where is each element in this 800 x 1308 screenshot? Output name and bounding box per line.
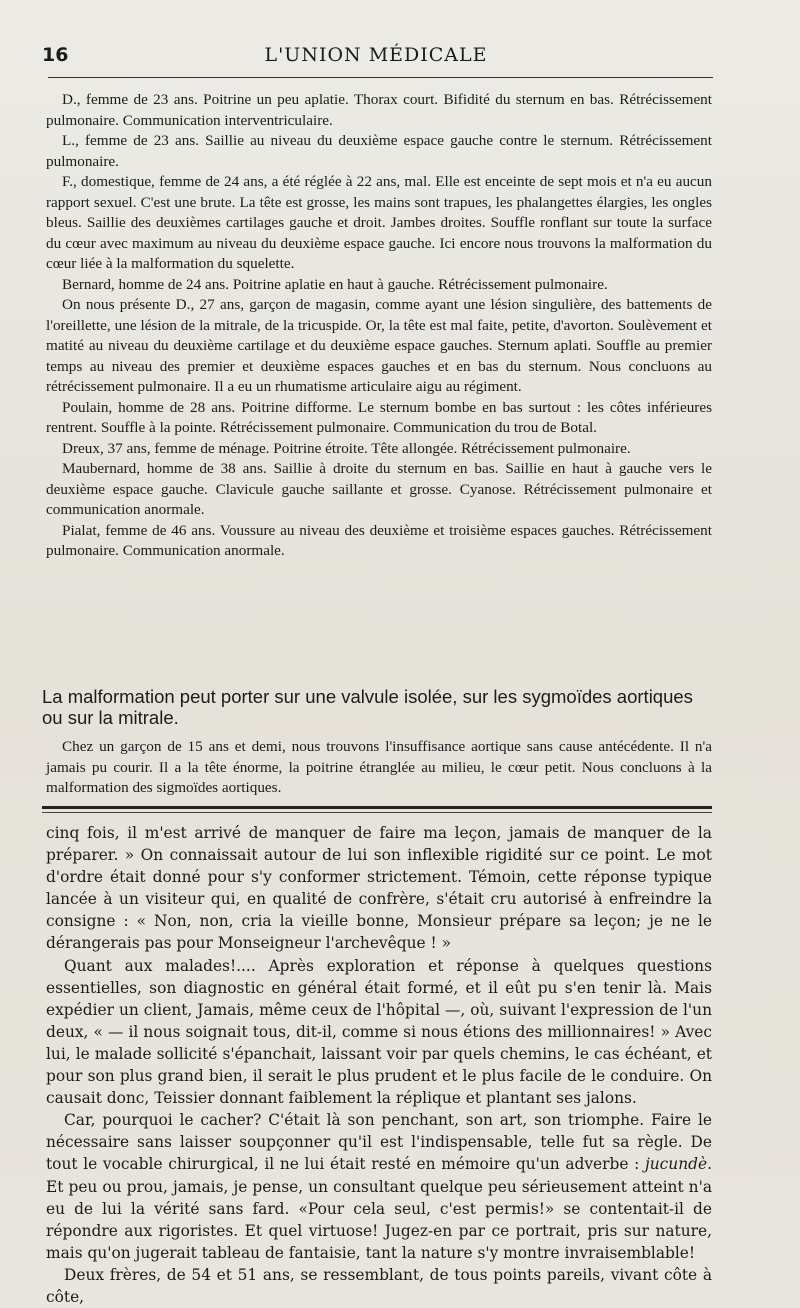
running-title: L'UNION MÉDICALE bbox=[264, 44, 488, 66]
page-number: 16 bbox=[42, 44, 69, 66]
case-reports-section bbox=[46, 90, 712, 562]
feuilleton-paragraph: cinq fois, il m'est arrivé de manquer de faire ma leçon, jamais de manquer de la préparer. » On connaissait autour de lui son inflexible rigidité sur ce point. Le mot d'ordre était donné pour s'y conformer strictement. Témoin, cette réponse typique lancée à un visiteur qui, en qualité de confrère, s'était cru autorisé à enfreindre la consigne : « Non, non, cria la vieille bonne, Monsieur prépare sa leçon; je ne le dérangerais pas pour Monseigneur l'archevêque ! » bbox=[46, 824, 712, 953]
feuilleton-paragraph bbox=[46, 1109, 712, 1264]
case-paragraph: D., femme de 23 ans. Poitrine un peu aplatie. Thorax court. Bifidité du sternum en bas. Rétrécissement pulmonaire. Communication interventriculaire. bbox=[46, 91, 712, 129]
feuilleton-paragraph: Deux frères, de 54 et 51 ans, se ressemblant, de tous points pareils, vivant côte à côte, bbox=[46, 1265, 712, 1306]
case-paragraph: F., domestique, femme de 24 ans, a été réglée à 22 ans, mal. Elle est enceinte de sept mois et n'a eu aucun rapport sexuel. C'est une brute. La tête est grosse, les mains sont trapues, les phalangettes élargies, les ongles bleus. Saillie des deuxièmes cartilages gauche et droit. Jambes droites. Souffle ronflant sur toute la surface du cœur avec maximum au niveau du deuxième espace gauche. Ici encore nous trouvons la malformation du cœur liée à la malformation du squelette. bbox=[46, 173, 712, 272]
case-paragraph: Chez un garçon de 15 ans et demi, nous trouvons l'insuffisance aortique sans cause antécédente. Il n'a jamais pu courir. Il a la tête énorme, la poitrine étranglée au milieu, le cœur petit. Nous concluons à la malformation des sigmoïdes aortiques. bbox=[46, 738, 712, 796]
feuilleton-separator-thick bbox=[42, 806, 712, 809]
case-paragraph: Maubernard, homme de 38 ans. Saillie à droite du sternum en bas. Saillie en haut à gauche vers le deuxième espace gauche. Clavicule gauche saillante et grosse. Cyanose. Rétrécissement pulmonaire et communication anormale. bbox=[46, 460, 712, 518]
feuilleton-text: . Et peu ou prou, jamais, je pense, un consultant quelque peu sérieusement atteint n'a eu de lui la vérité sans fard. «Pour cela seul, c'est permis!» se contentait-il de répondre aux rigoristes. Et quel virtuose! Jugez-en par ce portrait, pris sur nature, mais qu'on jugerait tableau de fantaisie, tant la nature s'y montre invraisemblable! bbox=[46, 1155, 712, 1262]
page-header bbox=[42, 44, 710, 74]
case-paragraph: On nous présente D., 27 ans, garçon de magasin, comme ayant une lésion singulière, des battements de l'oreillette, une lésion de la mitrale, de la tricuspide. Or, la tête est mal faite, petite, d'avorton. Soulèvement et matité au niveau du deuxième cartilage et du deuxième espace gauches. Sternum aplati. Souffle au premier temps au niveau des premier et deuxième espaces gauches et en bas du sternum. Nous concluons au rétrécissement pulmonaire. Il a eu un rhumatisme articulaire aigu au régiment. bbox=[46, 296, 712, 395]
feuilleton-section bbox=[46, 822, 712, 1308]
italic-adverb: jucundè bbox=[645, 1155, 708, 1174]
header-rule bbox=[48, 77, 713, 78]
lead-statement: La malformation peut porter sur une valvule isolée, sur les sygmoïdes aortiques ou sur la mitrale. bbox=[42, 686, 693, 728]
feuilleton-text: Car, pourquoi le cacher? C'était là son penchant, son art, son triomphe. Faire le nécessaire sans laisser soupçonner qu'il est l'indispensable, telle fut sa règle. De tout le vocable chirurgical, il ne lui était resté en mémoire qu'un adverbe : bbox=[46, 1111, 712, 1174]
aortic-case-section bbox=[46, 737, 712, 799]
case-paragraph: L., femme de 23 ans. Saillie au niveau du deuxième espace gauche contre le sternum. Rétrécissement pulmonaire. bbox=[46, 132, 712, 170]
feuilleton-separator-thin bbox=[42, 812, 712, 813]
case-paragraph: Dreux, 37 ans, femme de ménage. Poitrine étroite. Tête allongée. Rétrécissement pulmonaire. bbox=[62, 439, 631, 457]
case-paragraph: Bernard, homme de 24 ans. Poitrine aplatie en haut à gauche. Rétrécissement pulmonaire. bbox=[62, 275, 608, 293]
feuilleton-paragraph: Quant aux malades!.... Après exploration et réponse à quelques questions essentielles, son diagnostic en général était formé, et il eût pu s'en tenir là. Mais expédier un client, Jamais, même ceux de l'hôpital —, où, suivant l'expression de l'un deux, « — il nous soignait tous, dit-il, comme si nous étions des millionnaires! » Avec lui, le malade sollicité s'épanchait, laissant voir par quels chemins, le cas échéant, et pour son plus grand bien, il serait le plus prudent et le plus facile de le conduire. On causait donc, Teissier donnant faiblement la réplique et plantant ses jalons. bbox=[46, 956, 712, 1108]
case-paragraph: Poulain, homme de 28 ans. Poitrine difforme. Le sternum bombe en bas surtout : les côtes inférieures rentrent. Souffle à la pointe. Rétrécissement pulmonaire. Communication du trou de Botal. bbox=[46, 398, 712, 436]
case-paragraph: Pialat, femme de 46 ans. Voussure au niveau des deuxième et troisième espaces gauches. Rétrécissement pulmonaire. Communication anormale. bbox=[46, 521, 712, 559]
